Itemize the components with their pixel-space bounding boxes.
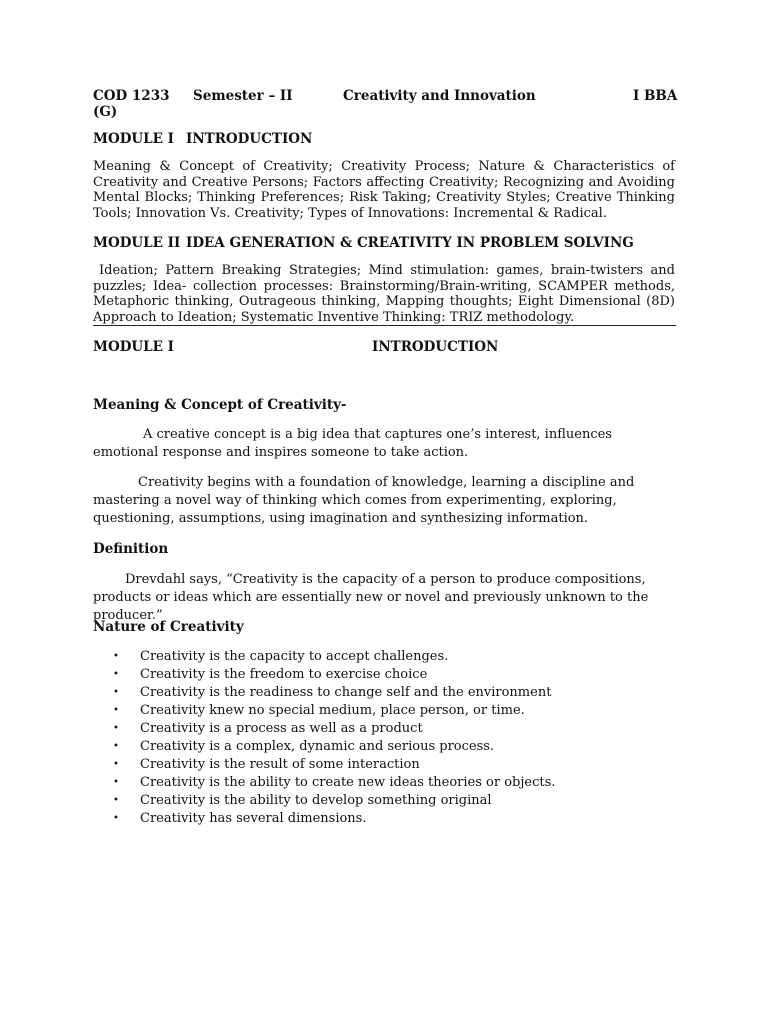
list-item: • Creativity is a process as well as a product — [113, 721, 423, 736]
list-item: • Creativity is the ability to develop something original — [113, 793, 492, 808]
group-label: (G) — [93, 104, 118, 120]
list-item: • Creativity is the freedom to exercise choice — [113, 667, 428, 682]
bullet-icon: • — [113, 813, 119, 824]
meaning-paragraph-1: A creative concept is a big idea that captures one’s interest, influences emotional response and inspires someone to take action. — [93, 427, 612, 460]
syllabus-module1-content: Meaning & Concept of Creativity; Creativity Process; Nature & Characteristics of Creativity and Creative Persons; Factors affecting Creativity; Recognizing and Avoiding Mental Blocks; Thinking Preferences; Risk Taking; Creativity Styles; Creative Thinking Tools; Innovation Vs. Creativity; Types of Innovations: Incremental & Radical. — [93, 159, 675, 221]
list-item: • Creativity has several dimensions. — [113, 811, 367, 826]
list-item: • Creativity knew no special medium, place person, or time. — [113, 703, 525, 718]
nature-heading: Nature of Creativity — [93, 619, 244, 635]
bullet-icon: • — [113, 651, 119, 662]
list-item: • Creativity is the ability to create new ideas theories or objects. — [113, 775, 556, 790]
syllabus-module2-heading — [93, 235, 634, 251]
divider-line — [93, 325, 676, 326]
meaning-paragraph-2: Creativity begins with a foundation of knowledge, learning a discipline and mastering a novel way of thinking which comes from experimenting, exploring, questioning, assumptions, using imagination and synthesizing information. — [93, 475, 635, 526]
syllabus-module2-content: Ideation; Pattern Breaking Strategies; Mind stimulation: games, brain-twisters and puzzles; Idea- collection processes: Brainstorming/Brain-writing, SCAMPER methods, Metaphoric thinking, Outrageous thinking, Mapping thoughts; Eight Dimensional (8D) Approach to Ideation; Systematic Inventive Thinking: TRIZ methodology. — [93, 263, 675, 325]
definition-text: Drevdahl says, “Creativity is the capacity of a person to produce compositions, products or ideas which are essentially new or novel and previously unknown to the producer.” — [93, 572, 649, 623]
module-title: INTRODUCTION — [372, 339, 499, 355]
module-title: INTRODUCTION — [186, 131, 313, 147]
semester: Semester – II — [193, 88, 293, 104]
class-label: I BBA — [633, 88, 678, 104]
list-item: • Creativity is a complex, dynamic and serious process. — [113, 739, 495, 754]
bullet-icon: • — [113, 795, 119, 806]
definition-heading: Definition — [93, 541, 169, 557]
module-label: MODULE I — [93, 339, 174, 355]
bullet-icon: • — [113, 705, 119, 716]
bullet-icon: • — [113, 669, 119, 680]
course-code: COD 1233 — [93, 88, 170, 104]
bullet-icon: • — [113, 687, 119, 698]
syllabus-module1-heading — [93, 131, 313, 147]
list-item: • Creativity is the readiness to change self and the environment — [113, 685, 552, 700]
nature-list — [113, 648, 555, 828]
bullet-icon: • — [113, 741, 119, 752]
module-title: IDEA GENERATION & CREATIVITY IN PROBLEM SOLVING — [186, 235, 634, 251]
bullet-icon: • — [113, 759, 119, 770]
meaning-heading: Meaning & Concept of Creativity- — [93, 397, 347, 413]
module-label: MODULE II — [93, 235, 181, 251]
list-item: • Creativity is the capacity to accept challenges. — [113, 649, 449, 664]
list-item: • Creativity is the result of some interaction — [113, 757, 420, 772]
module-label: MODULE I — [93, 131, 174, 147]
bullet-icon: • — [113, 723, 119, 734]
notes-module-heading — [93, 339, 499, 355]
course-title: Creativity and Innovation — [343, 88, 536, 104]
bullet-icon: • — [113, 777, 119, 788]
